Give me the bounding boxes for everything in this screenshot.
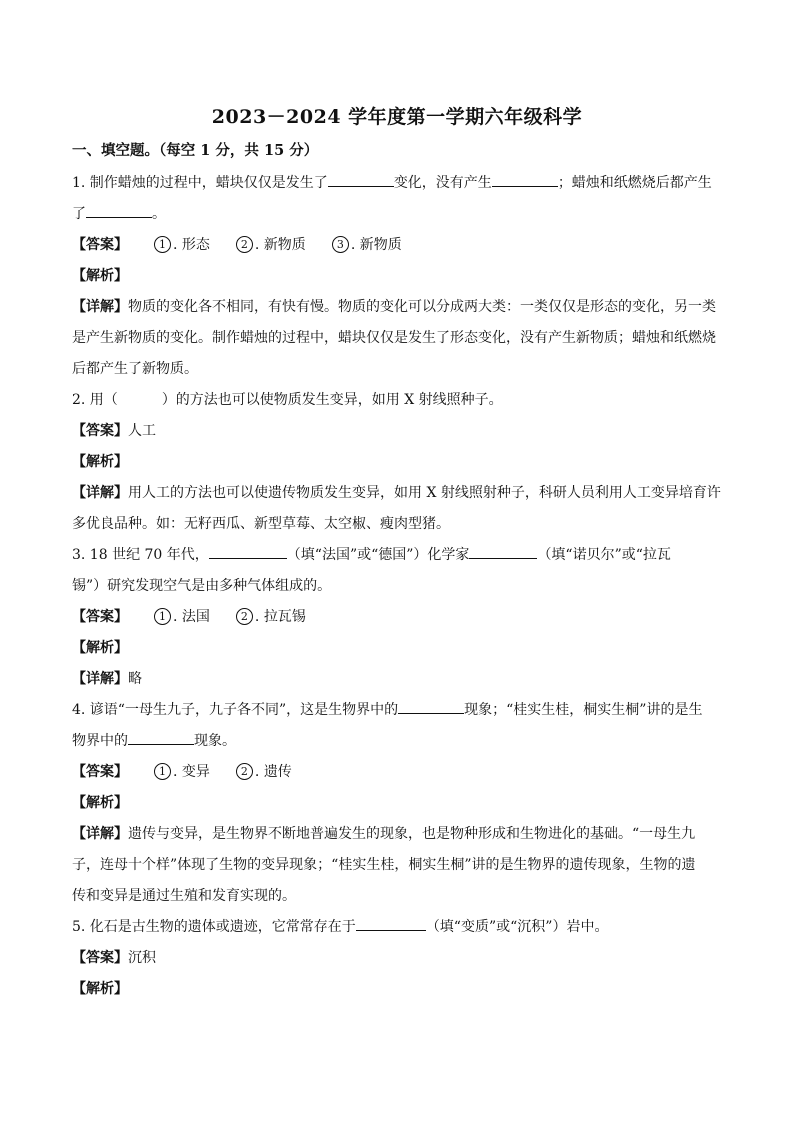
answer-item: 3 . 新物质 [332, 230, 402, 261]
blank [86, 201, 152, 218]
blank [356, 914, 426, 931]
answer-row [72, 943, 722, 974]
analysis-label: 【解析】 [72, 268, 128, 284]
detail-line: 【详解】物质的变化各不相同，有快有慢。物质的变化可以分成两大类：一类仅仅是形态的变化，另一类 [72, 299, 716, 315]
answer-row [72, 757, 722, 788]
detail-line: 多优良品种。如：无籽西瓜、新型草莓、太空椒、瘦肉型猪。 [72, 516, 450, 532]
answer-item: 2 . 拉瓦锡 [236, 602, 306, 633]
detail-line: 【详解】略 [72, 671, 142, 687]
question-1-line-1: 1. 制作蜡烛的过程中，蜡块仅仅是发生了 变化，没有产生 ；蜡烛和纸燃烧后都产生 [72, 168, 722, 199]
blank [492, 170, 558, 187]
answer-item: 1 . 变异 [154, 757, 210, 788]
analysis-label: 【解析】 [72, 795, 128, 811]
answer-row [72, 602, 722, 633]
blank [469, 542, 537, 559]
answer-item: 1 . 法国 [154, 602, 210, 633]
answer-item: 2 . 新物质 [236, 230, 306, 261]
answer-label: 【答案】 [72, 237, 128, 253]
question-5: 5. 化石是古生物的遗体或遗迹，它常常存在于 （填“变质”或“沉积”）岩中。 [72, 912, 722, 943]
detail-line: 【详解】遗传与变异，是生物界不断地普遍发生的现象，也是物种形成和生物进化的基础。“一母生九 [72, 826, 696, 842]
analysis-label: 【解析】 [72, 981, 128, 997]
answer-item: 1 . 形态 [154, 230, 210, 261]
document-page [72, 96, 722, 1005]
detail-line: 子，连母十个样”体现了生物的变异现象；“桂实生桂，桐实生桐”讲的是生物界的遗传现象，生物的遗 [72, 857, 696, 873]
detail-line: 传和变异是通过生殖和发育实现的。 [72, 888, 296, 904]
detail-line: 后都产生了新物质。 [72, 361, 198, 377]
detail-line: 【详解】用人工的方法也可以使遗传物质发生变异，如用 X 射线照射种子，科研人员利用人工变异培育许 [72, 485, 721, 501]
analysis-label: 【解析】 [72, 640, 128, 656]
question-2: 2. 用（ ）的方法也可以使物质发生变异，如用 X 射线照种子。 [72, 392, 503, 408]
question-1-line-2: 了 。 [72, 199, 722, 230]
question-3-line-2: 锡”）研究发现空气是由多种气体组成的。 [72, 578, 332, 594]
answer-row [72, 416, 722, 447]
answer-label: 【答案】 [72, 764, 128, 780]
page-title: 2023－2024 学年度第一学期六年级科学 [211, 106, 583, 128]
blank [328, 170, 394, 187]
blank [209, 542, 287, 559]
blank [128, 728, 194, 745]
answer-text: 人工 [128, 423, 156, 439]
analysis-label: 【解析】 [72, 454, 128, 470]
answer-item: 2 . 遗传 [236, 757, 292, 788]
answer-label: 【答案】 [72, 423, 128, 439]
question-3-line-1: 3. 18 世纪 70 年代， （填“法国”或“德国”）化学家 （填“诺贝尔”或“拉瓦 [72, 540, 722, 571]
question-4-line-1: 4. 谚语“一母生九子，九子各不同”，这是生物界中的 现象；“桂实生桂，桐实生桐”讲的是生 [72, 695, 722, 726]
section-heading: 一、填空题。（每空 1 分，共 15 分） [72, 142, 319, 159]
question-4-line-2: 物界中的 现象。 [72, 726, 722, 757]
detail-line: 是产生新物质的变化。制作蜡烛的过程中，蜡块仅仅是发生了形态变化，没有产生新物质；蜡烛和纸燃烧 [72, 330, 716, 346]
answer-label: 【答案】 [72, 950, 128, 966]
answer-row [72, 230, 722, 261]
answer-text: 沉积 [128, 950, 156, 966]
blank [398, 697, 464, 714]
answer-label: 【答案】 [72, 609, 128, 625]
